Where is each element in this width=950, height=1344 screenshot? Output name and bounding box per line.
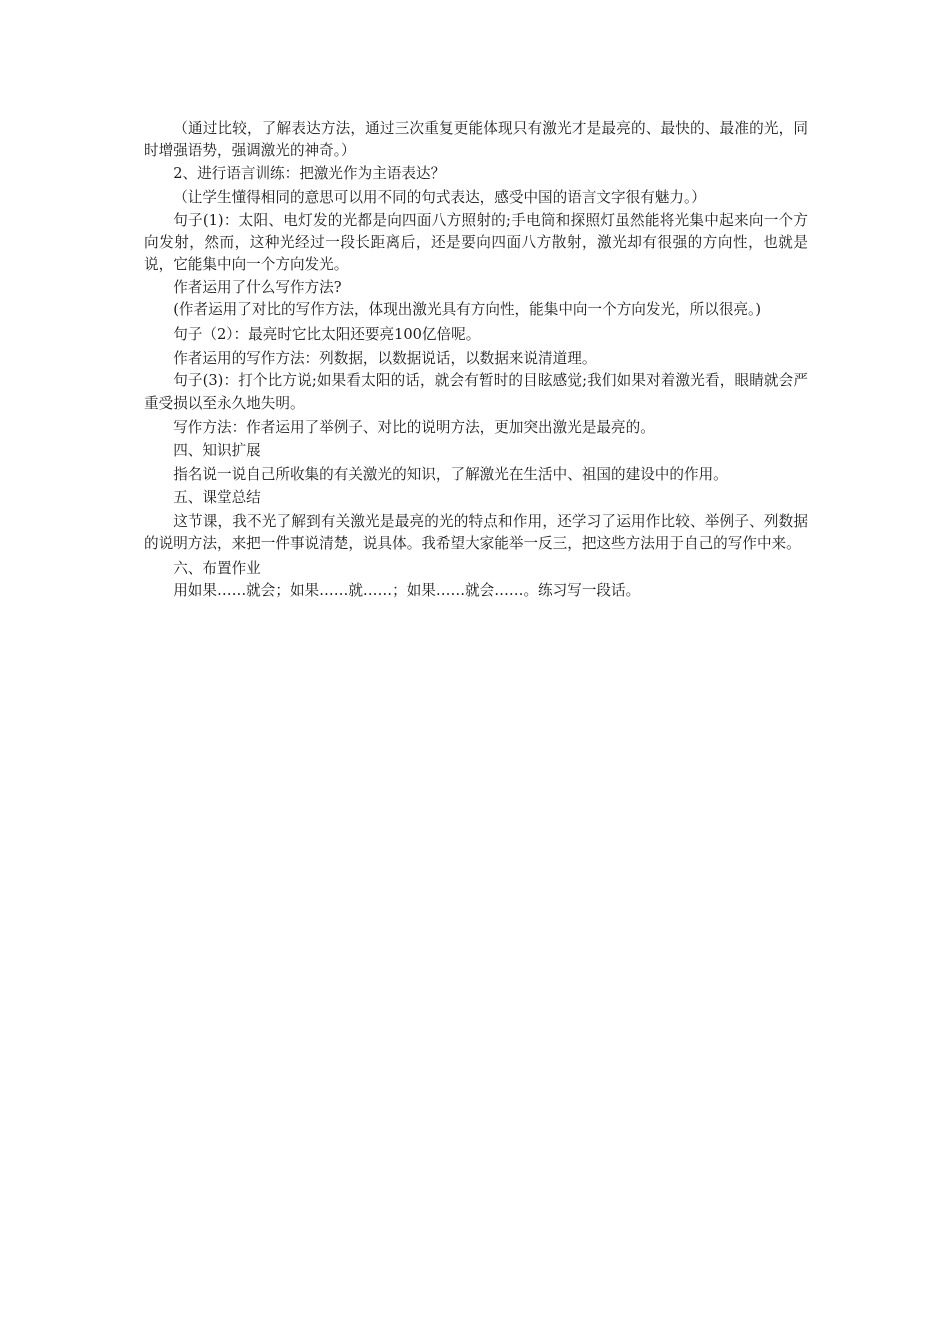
paragraph-example-method: 写作方法：作者运用了举例子、对比的说明方法，更加突出激光是最亮的。 [173,419,655,437]
heading-homework: 六、布置作业 [173,559,261,577]
paragraph-knowledge-extension: 指名说一说自己所收集的有关激光的知识，了解激光在生活中、祖国的建设中的作用。 [173,466,728,484]
document-body [144,118,808,603]
heading-class-summary: 五、课堂总结 [173,488,261,506]
paragraph-comparison-note: （通过比较，了解表达方法，通过三次重复更能体现只有激光才是最亮的、最快的、最准的光，同时增强语势，强调激光的神奇。） [144,120,808,160]
paragraph-sentence-1: 句子(1)：太阳、电灯发的光都是向四面八方照射的;手电筒和探照灯虽然能将光集中起来向一个方向发射，然而，这种光经过一段长距离后，还是要向四面八方散射，激光却有很强的方向性，也就是说，它能集中向一个方向发光。 [144,211,808,274]
paragraph-question-method: 作者运用了什么写作方法? [173,278,342,296]
paragraph-sentence-3: 句子(3)：打个比方说;如果看太阳的话，就会有暂时的目眩感觉;我们如果对着激光看，眼睛就会严重受损以至永久地失明。 [144,372,808,412]
paragraph-data-method: 作者运用的写作方法：列数据，以数据说话，以数据来说清道理。 [173,350,597,368]
heading-knowledge-extension: 四、知识扩展 [173,441,261,459]
paragraph-sentence-pattern-note: （让学生懂得相同的意思可以用不同的句式表达，感受中国的语言文字很有魅力。） [173,189,706,207]
paragraph-homework: 用如果……就会；如果……就……；如果……就会……。练习写一段话。 [173,582,641,600]
paragraph-language-training: 2、进行语言训练：把激光作为主语表达？ [173,164,446,182]
paragraph-contrast-note: (作者运用了对比的写作方法，体现出激光具有方向性，能集中向一个方向发光，所以很亮。) [173,301,762,319]
paragraph-sentence-2: 句子（2）：最亮时它比太阳还要亮100亿倍呢。 [173,325,481,343]
paragraph-class-summary: 这节课，我不光了解到有关激光是最亮的光的特点和作用，还学习了运用作比较、举例子、列数据的说明方法，来把一件事说清楚，说具体。我希望大家能举一反三，把这些方法用于自己的写作中来。 [144,512,808,553]
